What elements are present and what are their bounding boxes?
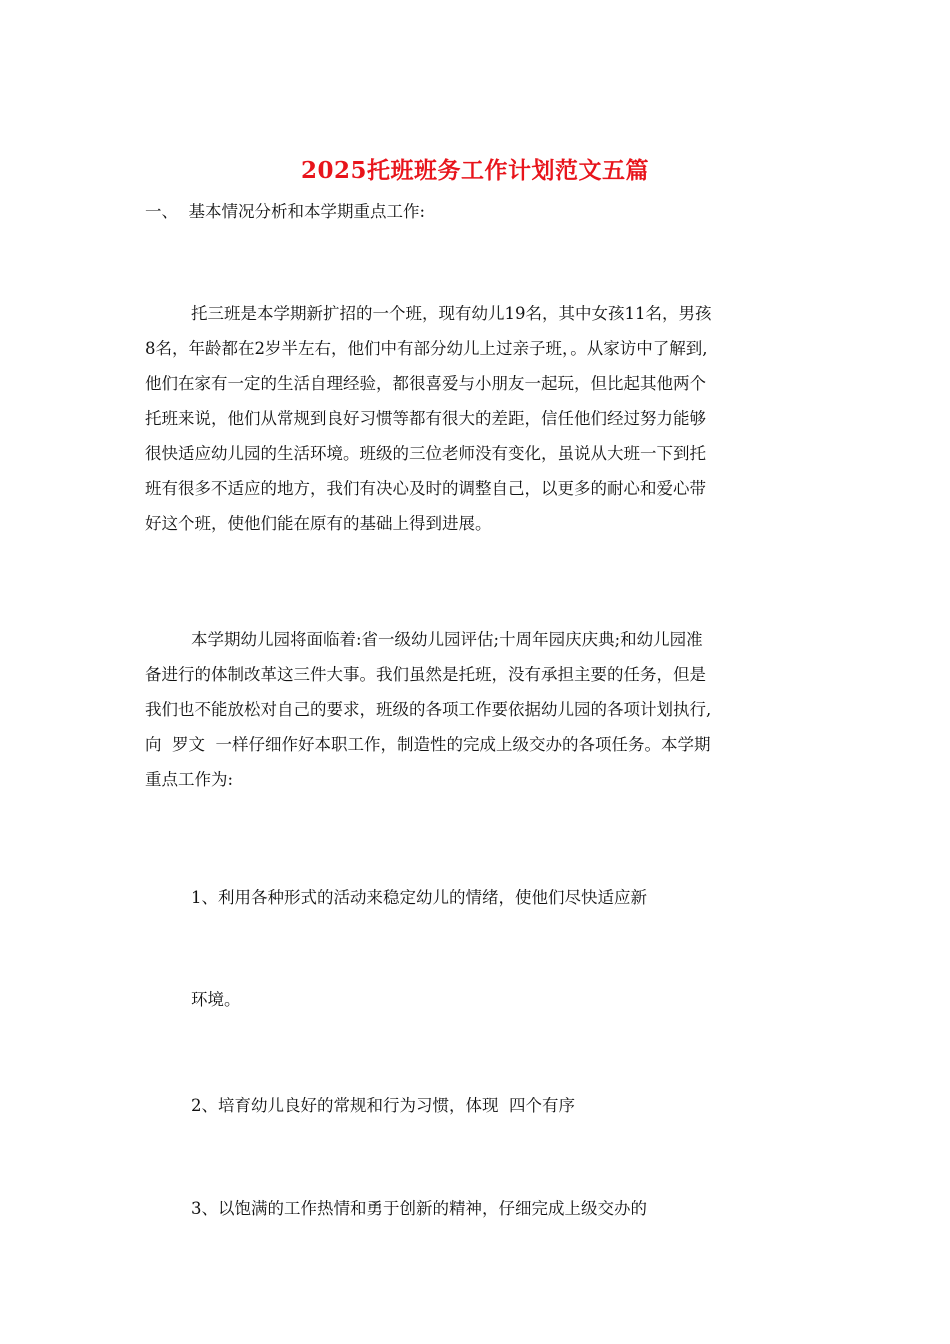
list-item-2: 2、培育幼儿良好的常规和行为习惯，体现 四个有序 — [191, 1096, 575, 1115]
list-item-3: 3、以饱满的工作热情和勇于创新的精神，仔细完成上级交办的 — [191, 1199, 647, 1218]
paragraph-line: 托三班是本学期新扩招的一个班，现有幼儿19名，其中女孩11名，男孩 — [191, 304, 712, 323]
paragraph-line: 托班来说，他们从常规到良好习惯等都有很大的差距，信任他们经过努力能够 — [145, 409, 706, 428]
document-title: 2025托班班务工作计划范文五篇 — [300, 157, 649, 184]
paragraph-line: 好这个班，使他们能在原有的基础上得到进展。 — [145, 514, 492, 533]
list-item-1-continued: 环境。 — [191, 990, 241, 1009]
list-item-1: 1、利用各种形式的活动来稳定幼儿的情绪，使他们尽快适应新 — [191, 888, 647, 907]
paragraph-line: 重点工作为: — [145, 770, 234, 789]
paragraph-line: 班有很多不适应的地方，我们有决心及时的调整自己，以更多的耐心和爱心带 — [145, 479, 706, 498]
paragraph-semester — [145, 622, 810, 797]
paragraph-line: 备进行的体制改革这三件大事。我们虽然是托班，没有承担主要的任务，但是 — [145, 665, 706, 684]
paragraph-line: 本学期幼儿园将面临着:省一级幼儿园评估;十周年园庆庆典;和幼儿园准 — [191, 630, 703, 649]
paragraph-line: 8名，年龄都在2岁半左右，他们中有部分幼儿上过亲子班，。从家访中了解到, — [145, 339, 708, 358]
paragraph-line: 我们也不能放松对自己的要求，班级的各项工作要依据幼儿园的各项计划执行, — [145, 700, 712, 719]
paragraph-line: 他们在家有一定的生活自理经验，都很喜爱与小朋友一起玩，但比起其他两个 — [145, 374, 706, 393]
paragraph-line: 很快适应幼儿园的生活环境。班级的三位老师没有变化，虽说从大班一下到托 — [145, 444, 706, 463]
paragraph-line: 向 罗文 一样仔细作好本职工作，制造性的完成上级交办的各项任务。本学期 — [145, 735, 711, 754]
paragraph-situation — [145, 296, 810, 541]
section-heading: 一、 基本情况分析和本学期重点工作: — [145, 202, 426, 221]
